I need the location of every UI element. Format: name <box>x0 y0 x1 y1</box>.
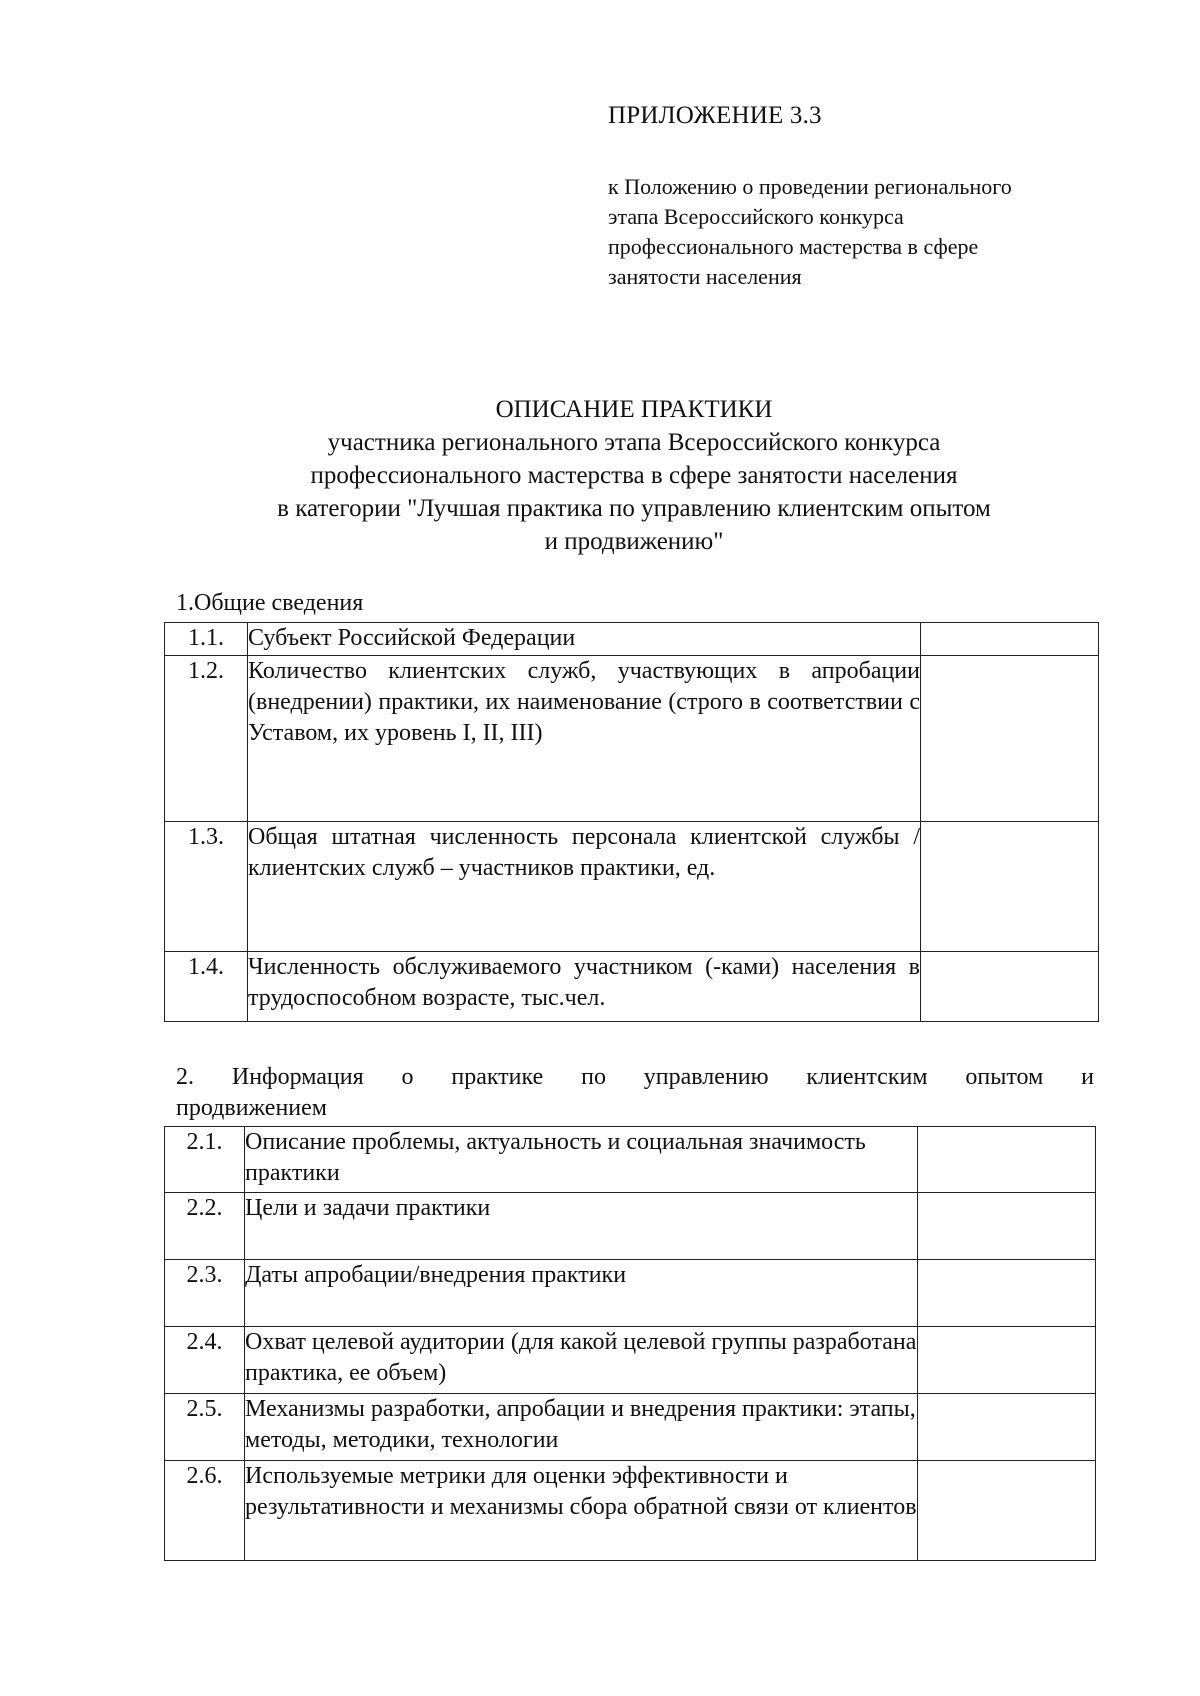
table-row <box>165 1260 1096 1327</box>
row-number: 1.1. <box>165 623 248 656</box>
answer-cell[interactable] <box>918 1193 1096 1260</box>
row-number: 2.5. <box>165 1394 245 1461</box>
row-label: Даты апробации/внедрения практики <box>245 1260 918 1327</box>
row-number: 2.4. <box>165 1327 245 1394</box>
answer-cell[interactable] <box>921 623 1099 656</box>
section2-title-word: управлению <box>643 1064 769 1090</box>
section2-title-word: клиентским <box>806 1064 928 1090</box>
answer-cell[interactable] <box>918 1260 1096 1327</box>
section2-title-word: о <box>401 1064 414 1090</box>
answer-cell[interactable] <box>918 1461 1096 1561</box>
heading-line: в категории "Лучшая практика по управлению клиентским опытом <box>277 495 991 522</box>
table-row <box>165 1193 1096 1260</box>
heading-line: участника регионального этапа Всероссийского конкурса <box>327 429 941 456</box>
practice-info-table <box>164 1126 1096 1561</box>
row-label: Общая штатная численность персонала клиентской службы / клиентских служб – участников практики, ед. <box>248 822 921 952</box>
section2-title-word: опытом <box>965 1064 1044 1090</box>
table-row <box>165 656 1099 822</box>
appendix-subtitle-line: этапа Всероссийского конкурса <box>608 204 904 229</box>
section2-title-word: по <box>581 1064 606 1090</box>
row-label: Охват целевой аудитории (для какой целевой группы разработана практика, ее объем) <box>245 1327 918 1394</box>
section2-title <box>176 1062 1094 1124</box>
row-number: 2.1. <box>165 1127 245 1193</box>
appendix-subtitle-line: занятости населения <box>608 264 802 289</box>
answer-cell[interactable] <box>918 1394 1096 1461</box>
appendix-subtitle-line: к Положению о проведении регионального <box>608 174 1012 199</box>
table-row <box>165 822 1099 952</box>
row-label: Описание проблемы, актуальность и социальная значимость практики <box>245 1127 918 1193</box>
heading-line: ОПИСАНИЕ ПРАКТИКИ <box>495 396 773 423</box>
general-info-table <box>164 622 1099 1022</box>
row-label: Цели и задачи практики <box>245 1193 918 1260</box>
table-row <box>165 623 1099 656</box>
appendix-subtitle-line: профессионального мастерства в сфере <box>608 234 979 259</box>
row-label: Численность обслуживаемого участником (-ками) населения в трудоспособном возрасте, тыс.чел. <box>248 952 921 1022</box>
row-label: Количество клиентских служб, участвующих в апробации (внедрении) практики, их наименование (строго в соответствии с Уставом, их уровень I, II, III) <box>248 656 921 822</box>
heading-line: и продвижению" <box>544 528 724 555</box>
appendix-subtitle <box>608 172 1128 292</box>
section2-title-word: и <box>1081 1064 1094 1090</box>
heading-line: профессионального мастерства в сфере занятости населения <box>310 462 958 489</box>
row-number: 2.6. <box>165 1461 245 1561</box>
row-number: 1.3. <box>165 822 248 952</box>
section2-title-word: Информация <box>231 1064 364 1090</box>
row-number: 2.3. <box>165 1260 245 1327</box>
section2-title-word: практике <box>451 1064 544 1090</box>
row-number: 1.2. <box>165 656 248 822</box>
table-row <box>165 1327 1096 1394</box>
section2-title-word: 2. <box>176 1064 194 1090</box>
row-label: Субъект Российской Федерации <box>248 623 921 656</box>
answer-cell[interactable] <box>921 952 1099 1022</box>
row-label: Используемые метрики для оценки эффективности и результативности и механизмы сбора обратной связи от клиентов <box>245 1461 918 1561</box>
table-row <box>165 1394 1096 1461</box>
document-heading <box>150 393 1118 558</box>
section2-title-line <box>176 1062 1094 1093</box>
answer-cell[interactable] <box>918 1327 1096 1394</box>
section1-title: 1.Общие сведения <box>176 590 364 616</box>
row-number: 1.4. <box>165 952 248 1022</box>
answer-cell[interactable] <box>921 656 1099 822</box>
table-row <box>165 1127 1096 1193</box>
row-number: 2.2. <box>165 1193 245 1260</box>
table-row <box>165 952 1099 1022</box>
section2-title-line: продвижением <box>176 1095 327 1121</box>
answer-cell[interactable] <box>921 822 1099 952</box>
row-label: Механизмы разработки, апробации и внедрения практики: этапы, методы, методики, технологии <box>245 1394 918 1461</box>
appendix-title: ПРИЛОЖЕНИЕ 3.3 <box>608 102 822 129</box>
table-row <box>165 1461 1096 1561</box>
answer-cell[interactable] <box>918 1127 1096 1193</box>
